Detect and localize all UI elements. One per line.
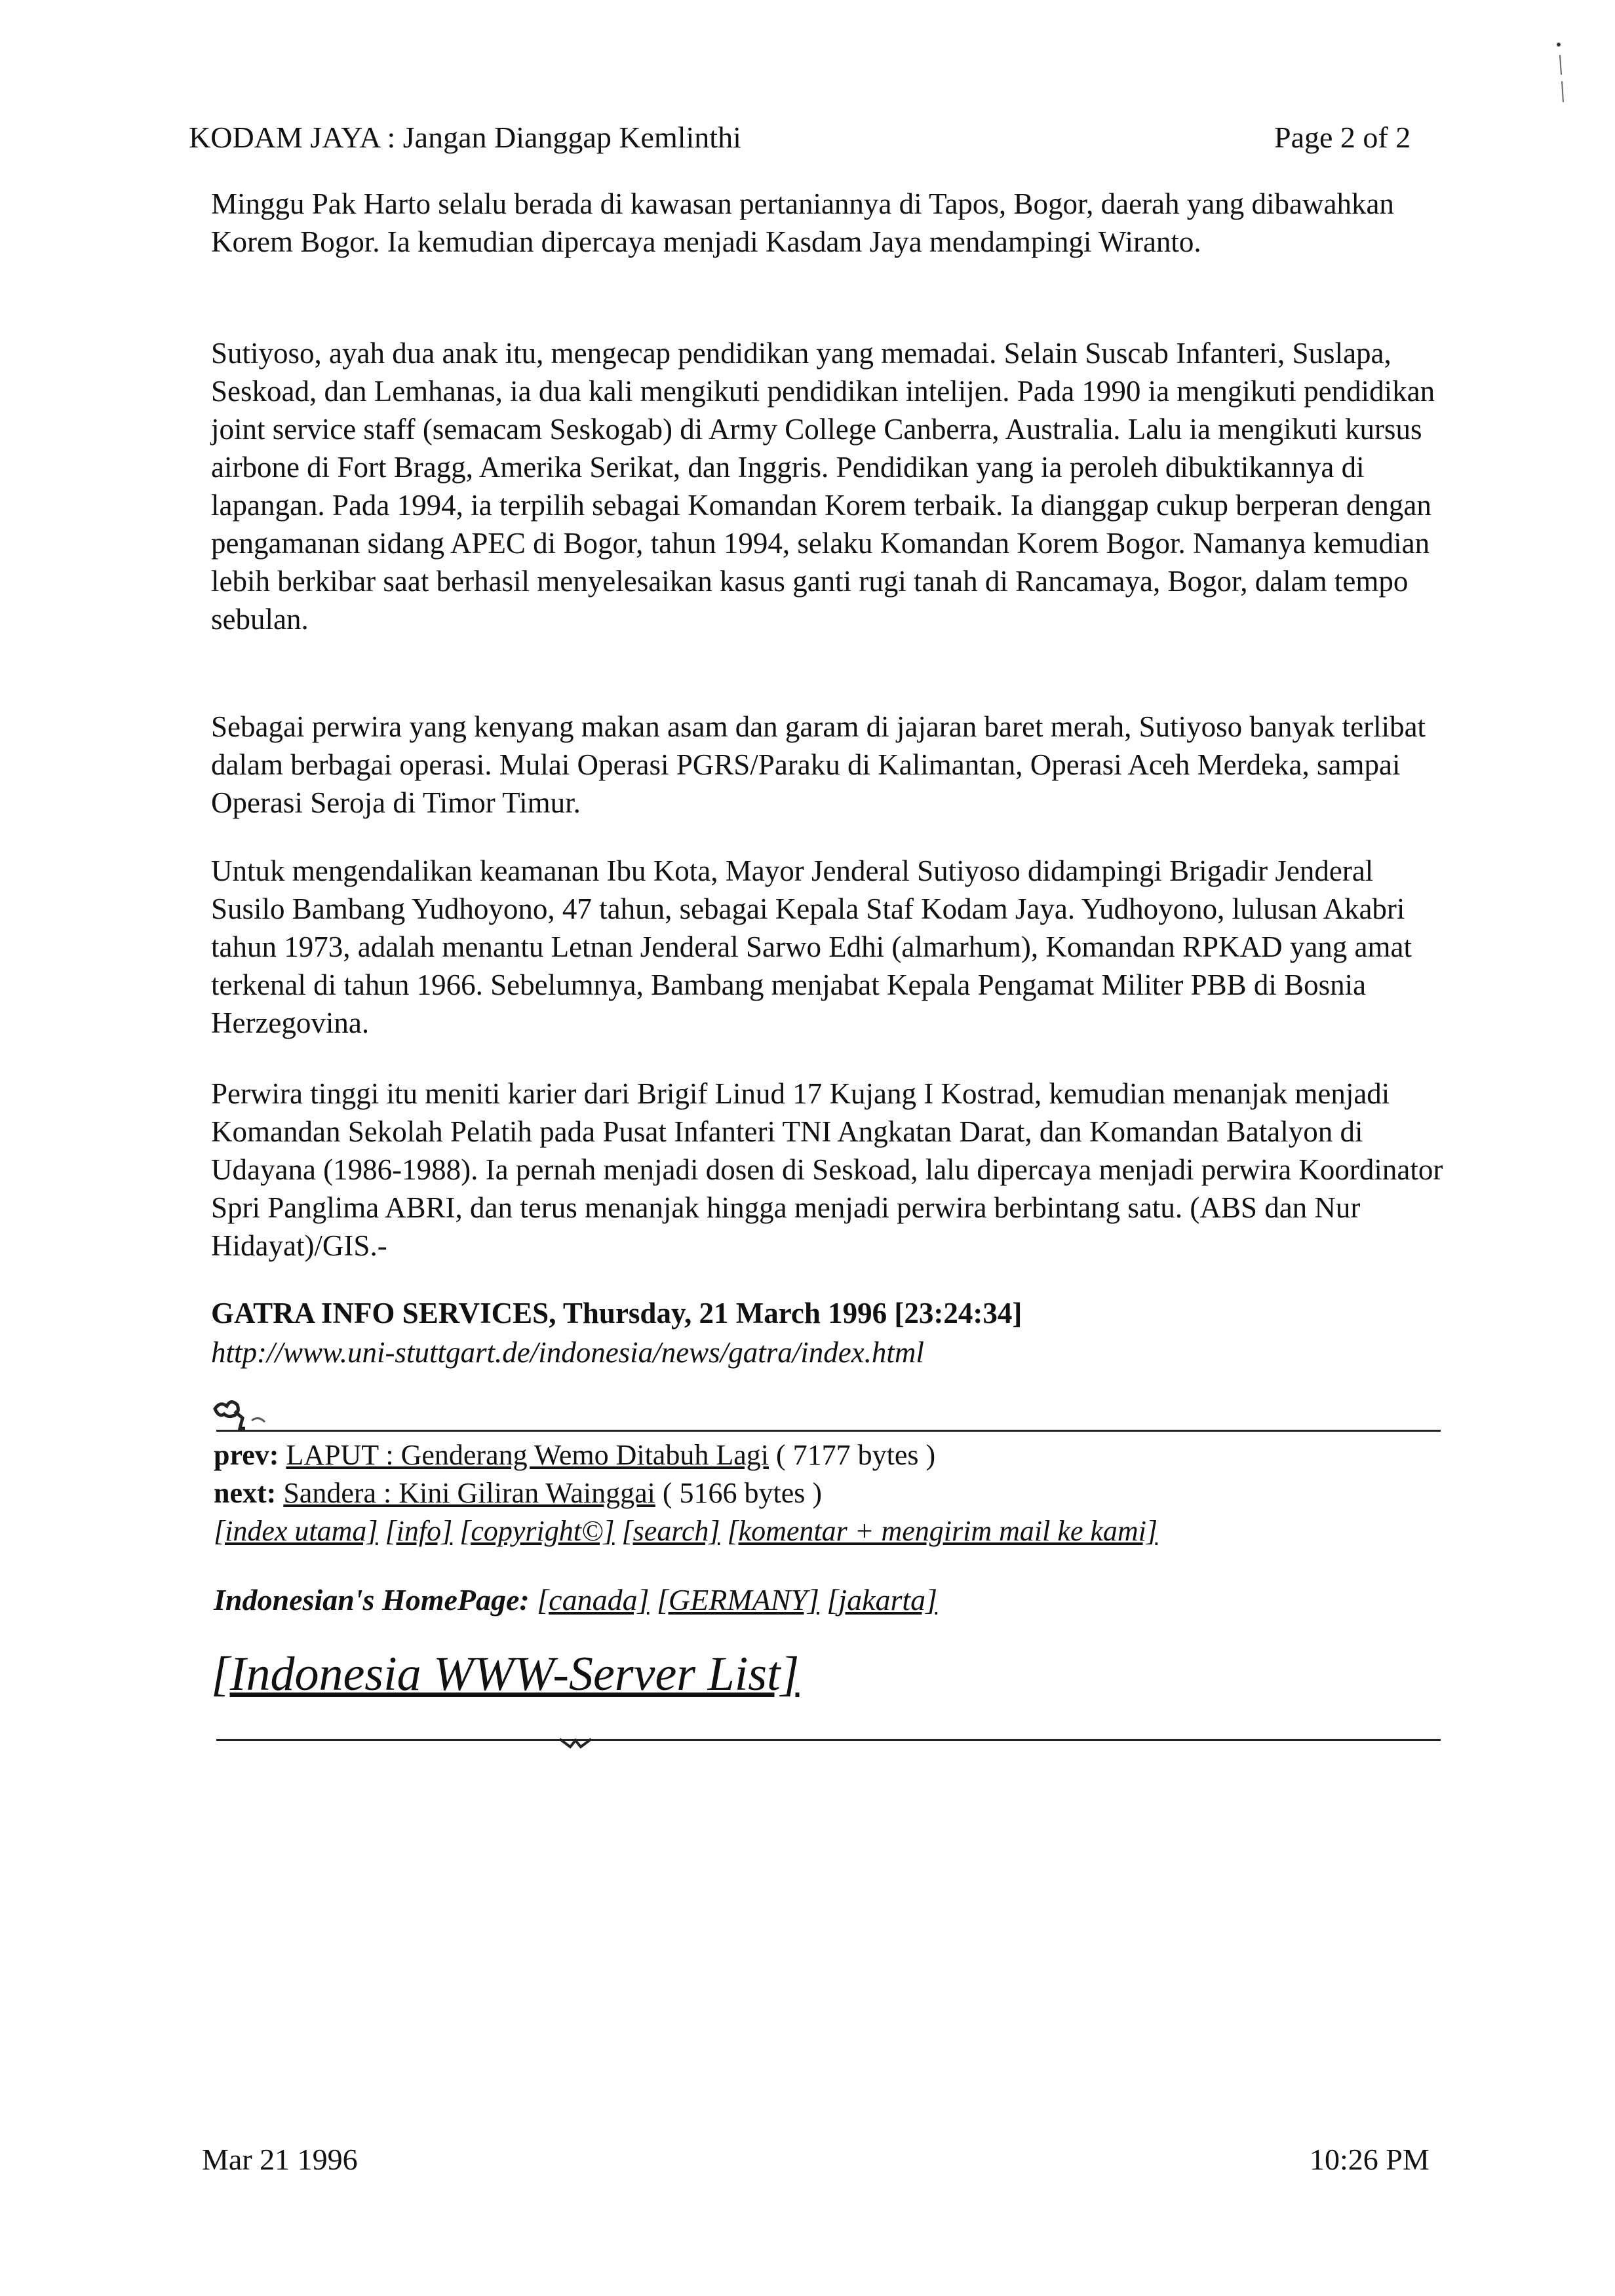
divider-rule [216, 1739, 1441, 1741]
index-links-row [214, 1512, 1446, 1550]
footer-date: Mar 21 1996 [202, 2143, 358, 2176]
page-number: Page 2 of 2 [1274, 121, 1411, 154]
article-paragraph: Sutiyoso, ayah dua anak itu, mengecap pendidikan yang memadai. Selain Suscab Infanteri, Suslapa, Seskoad, dan Lemhanas, ia dua kali mengikuti pendidikan intelijen. Pada 1990 ia mengikuti pendidikan joint service staff (semacam Seskogab) di Army College Canberra, Australia. Lalu ia mengikuti kursus airbone di Fort Bragg, Amerika Serikat, dan Inggris. Pendidikan yang ia peroleh dibuktikannya di lapangan. Pada 1994, ia terpilih sebagai Komandan Korem terbaik. Ia dianggap cukup berperan dengan pengamanan sidang APEC di Bogor, tahun 1994, selaku Komandan Korem Bogor. Namanya kemudian lebih berkibar saat berhasil menyelesaikan kasus ganti rugi tanah di Rancamaya, Bogor, dalam tempo sebulan. [211, 337, 1435, 636]
scan-mark [1555, 42, 1568, 105]
index-utama-link[interactable]: [index utama] [214, 1515, 378, 1547]
footer-time: 10:26 PM [1310, 2143, 1430, 2176]
next-row [214, 1474, 1446, 1512]
page-header-title: KODAM JAYA : Jangan Dianggap Kemlinthi [189, 121, 741, 154]
article-paragraph: Untuk mengendalikan keamanan Ibu Kota, Mayor Jenderal Sutiyoso didampingi Brigadir Jenderal Susilo Bambang Yudhoyono, 47 tahun, sebagai Kepala Staf Kodam Jaya. Yudhoyono, lulusan Akabri tahun 1973, adalah menantu Letnan Jenderal Sarwo Edhi (almarhum), Komandan RPKAD yang amat terkenal di tahun 1966. Sebelumnya, Bambang menjabat Kepala Pengamat Militer PBB di Bosnia Herzegovina. [211, 854, 1412, 1039]
search-link[interactable]: [search] [621, 1515, 720, 1547]
source-credit: GATRA INFO SERVICES, Thursday, 21 March 1996 [23:24:34] [211, 1297, 1022, 1330]
divider-ornament-icon [556, 1732, 595, 1752]
article-paragraph: Minggu Pak Harto selalu berada di kawasan pertaniannya di Tapos, Bogor, daerah yang dibawahkan Korem Bogor. Ia kemudian dipercaya menjadi Kasdam Jaya mendampingi Wiranto. [211, 187, 1394, 258]
next-article-link[interactable]: Sandera : Kini Giliran Wainggai [283, 1477, 655, 1509]
canada-link[interactable]: [canada] [537, 1583, 650, 1617]
prev-row [214, 1436, 1446, 1474]
article-navigation [214, 1436, 1446, 1550]
komentar-link[interactable]: [komentar + mengirim mail ke kami] [727, 1515, 1158, 1547]
divider-rule [216, 1430, 1441, 1432]
article-paragraph: Perwira tinggi itu meniti karier dari Brigif Linud 17 Kujang I Kostrad, kemudian menanjak menjadi Komandan Sekolah Pelatih pada Pusat Infanteri TNI Angkatan Darat, dan Komandan Batalyon di Udayana (1986-1988). Ia pernah menjadi dosen di Seskoad, lalu dipercaya menjadi perwira Koordinator Spri Panglima ABRI, dan terus menanjak hingga menjadi perwira berbintang satu. (ABS dan Nur Hidayat)/GIS.- [211, 1077, 1443, 1262]
mail-icon[interactable] [211, 1389, 283, 1432]
prev-size: ( 7177 bytes ) [775, 1439, 936, 1471]
germany-link[interactable]: [GERMANY] [656, 1583, 819, 1617]
prev-label: prev: [214, 1439, 279, 1471]
source-url: http://www.uni-stuttgart.de/indonesia/news/gatra/index.html [211, 1336, 924, 1369]
article-paragraph: Sebagai perwira yang kenyang makan asam dan garam di jajaran baret merah, Sutiyoso banyak terlibat dalam berbagai operasi. Mulai Operasi PGRS/Paraku di Kalimantan, Operasi Aceh Merdeka, sampai Operasi Seroja di Timor Timur. [211, 710, 1426, 819]
homepage-row [214, 1580, 937, 1620]
prev-article-link[interactable]: LAPUT : Genderang Wemo Ditabuh Lagi [286, 1439, 769, 1471]
copyright-link[interactable]: [copyright©] [459, 1515, 615, 1547]
info-link[interactable]: [info] [385, 1515, 453, 1547]
next-size: ( 5166 bytes ) [662, 1477, 823, 1509]
jakarta-link[interactable]: [jakarta] [827, 1583, 938, 1617]
homepage-label: Indonesian's HomePage: [214, 1583, 530, 1617]
next-label: next: [214, 1477, 277, 1509]
server-list-link[interactable]: [Indonesia WWW-Server List] [211, 1647, 800, 1701]
